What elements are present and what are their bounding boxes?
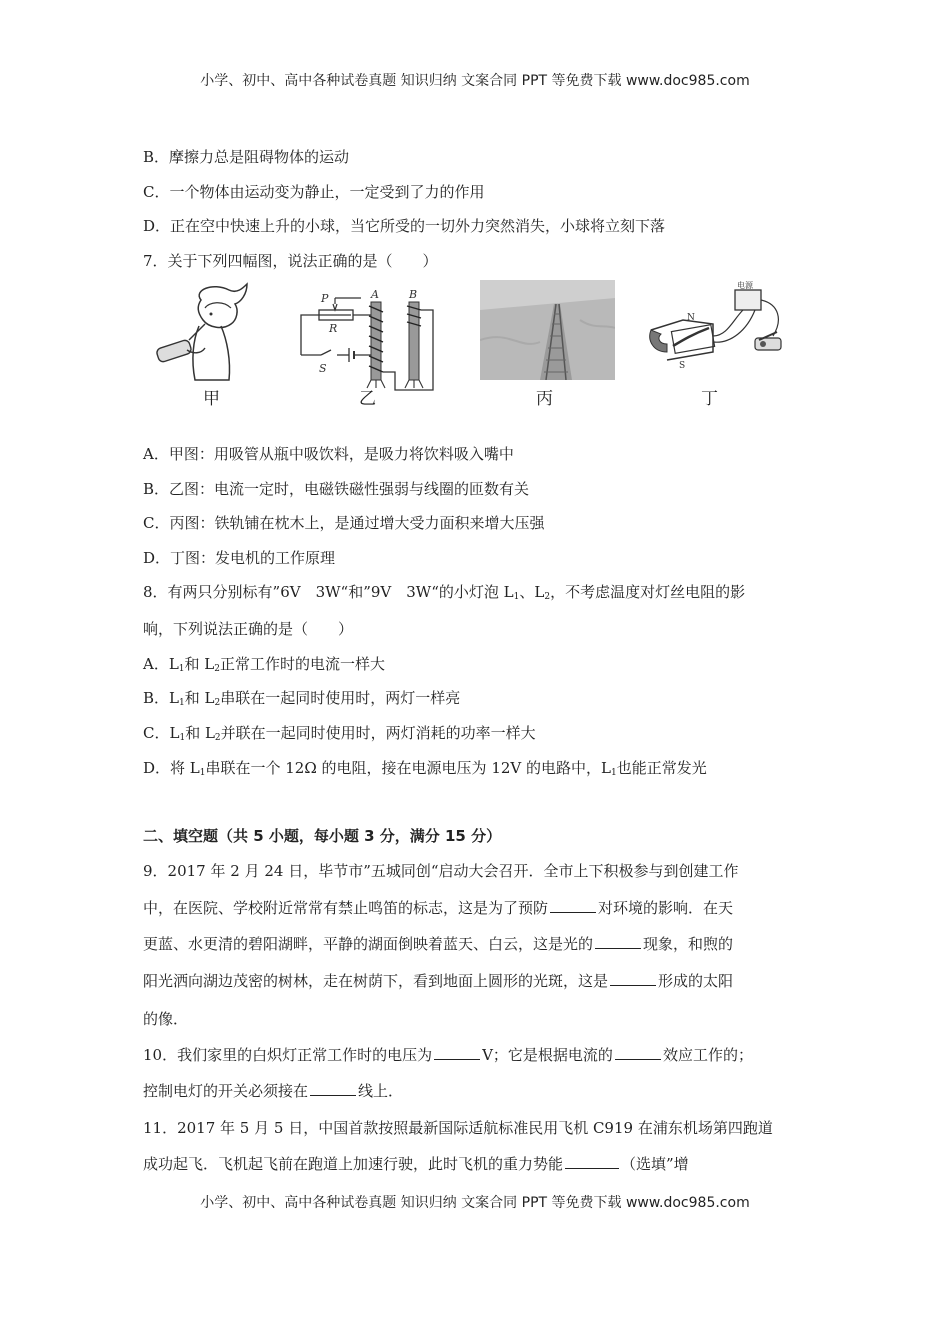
q9-line5: 的像． (143, 1010, 189, 1028)
label-s: S (319, 362, 327, 375)
text: A．L (143, 655, 179, 673)
text: 现象，和煦的 (643, 935, 734, 953)
text: 更蓝、水更清的碧阳湖畔，平静的湖面倒映着蓝天、白云，这是光的 (143, 935, 594, 953)
text: 线上． (358, 1082, 404, 1100)
figure-bing (480, 280, 615, 410)
figure-caption-bing: 丙 (536, 389, 553, 409)
text: 10．我们家里的白炽灯正常工作时的电压为 (143, 1046, 433, 1064)
q9-line3 (143, 933, 733, 954)
text: 效应工作的； (662, 1046, 753, 1064)
answer-blank[interactable] (550, 898, 596, 913)
q8-stem-text-3: ，不考虑温度对灯丝电阻的影 (550, 583, 746, 601)
text: 并联在一起同时使用时，两灯消耗的功率一样大 (220, 724, 536, 742)
text: D．将 L (143, 759, 200, 777)
q7-option-a: A．甲图：用吸管从瓶中吸饮料，是吸力将饮料吸入嘴中 (143, 445, 514, 463)
q10-line1 (143, 1044, 753, 1065)
text: 也能正常发光 (616, 759, 707, 777)
label-b: B (409, 288, 418, 301)
q7-option-b: B．乙图：电流一定时，电磁铁磁性强弱与线圈的匝数有关 (143, 480, 530, 498)
page-footer: 小学、初中、高中各种试卷真题 知识归纳 文案合同 PPT 等免费下载 www.doc985.com (200, 1195, 750, 1211)
text: 和 L (185, 724, 215, 742)
text: C．L (143, 724, 180, 742)
q6-option-b: B．摩擦力总是阻碍物体的运动 (143, 148, 350, 166)
page-header: 小学、初中、高中各种试卷真题 知识归纳 文案合同 PPT 等免费下载 www.doc985.com (200, 73, 750, 89)
q10-line2 (143, 1080, 403, 1101)
subscript: 1 (179, 733, 186, 743)
q9-line4 (143, 970, 733, 991)
subscript: 1 (513, 592, 520, 602)
q11-line1: 11．2017 年 5 月 5 日，中国首款按照最新国际适航标准民用飞机 C919 在浦东机场第四跑道 (143, 1119, 773, 1137)
q8-option-a (143, 653, 385, 674)
answer-blank[interactable] (615, 1045, 661, 1060)
subscript: 2 (544, 592, 551, 602)
subscript: 2 (214, 698, 221, 708)
q8-stem-text-1: 8．有两只分别标有”6V 3W“和”9V 3W“的小灯泡 L (143, 583, 514, 601)
text: 串联在一个 12Ω 的电阻，接在电源电压为 12V 的电路中，L (205, 759, 611, 777)
q8-stem-line1 (143, 581, 745, 602)
text: 形成的太阳 (658, 972, 734, 990)
q7-stem: 7．关于下列四幅图，说法正确的是（ ） (143, 252, 438, 270)
text: 和 L (184, 655, 215, 673)
q8-option-d (143, 757, 707, 778)
label-r: R (329, 322, 338, 335)
q7-figures (143, 280, 789, 410)
q8-stem-line2: 响，下列说法正确的是（ ） (143, 620, 354, 638)
label-a: A (371, 288, 379, 301)
text: B．L (143, 689, 179, 707)
figure-ding (643, 280, 789, 410)
q11-line2 (143, 1153, 689, 1174)
answer-blank[interactable] (434, 1045, 480, 1060)
label-p: P (321, 292, 329, 305)
q8-stem-text-2: 、L (519, 583, 545, 601)
text: 成功起飞．飞机起飞前在跑道上加速行驶，此时飞机的重力势能 (143, 1155, 564, 1173)
q8-option-c (143, 722, 536, 743)
q9-line2 (143, 897, 733, 918)
subscript: 1 (199, 768, 206, 778)
motor-device-illustration (643, 280, 789, 380)
figure-caption-ding: 丁 (701, 389, 718, 409)
q6-option-c: C．一个物体由运动变为静止，一定受到了力的作用 (143, 183, 485, 201)
label-s2: S (679, 361, 686, 371)
text: 串联在一起同时使用时，两灯一样亮 (220, 689, 461, 707)
label-n: N (687, 313, 695, 323)
text: 和 L (184, 689, 215, 707)
answer-blank[interactable] (565, 1154, 619, 1169)
answer-blank[interactable] (310, 1081, 356, 1096)
figure-jia (143, 280, 263, 410)
q8-option-b (143, 687, 460, 708)
q7-option-c: C．丙图：铁轨铺在枕木上，是通过增大受力面积来增大压强 (143, 514, 545, 532)
answer-blank[interactable] (610, 971, 656, 986)
text: （选填”增 (621, 1155, 689, 1173)
subscript: 2 (214, 664, 220, 674)
railway-track-photo (480, 280, 615, 380)
subscript: 1 (178, 664, 185, 674)
text: 对环境的影响．在天 (598, 899, 734, 917)
answer-blank[interactable] (595, 934, 641, 949)
figure-caption-yi: 乙 (359, 389, 376, 409)
q6-option-d: D．正在空中快速上升的小球，当它所受的一切外力突然消失，小球将立刻下落 (143, 217, 666, 235)
subscript: 1 (178, 698, 185, 708)
label-power: 电源 (737, 281, 753, 290)
text: 中，在医院、学校附近常常有禁止鸣笛的标志，这是为了预防 (143, 899, 549, 917)
figure-caption-jia: 甲 (203, 389, 220, 409)
q9-line1: 9．2017 年 2 月 24 日，毕节市”五城同创“启动大会召开．全市上下积极参与到创建工作 (143, 862, 739, 880)
text: V；它是根据电流的 (482, 1046, 613, 1064)
text: 阳光洒向湖边茂密的树林，走在树荫下，看到地面上圆形的光斑，这是 (143, 972, 609, 990)
section-heading: 二、填空题（共 5 小题，每小题 3 分，满分 15 分） (143, 827, 502, 845)
text: 正常工作时的电流一样大 (220, 655, 386, 673)
text: 控制电灯的开关必须接在 (143, 1082, 309, 1100)
subscript: 2 (214, 733, 221, 743)
subscript: 1 (610, 768, 617, 778)
q7-option-d: D．丁图：发电机的工作原理 (143, 549, 336, 567)
figure-yi (291, 280, 439, 410)
